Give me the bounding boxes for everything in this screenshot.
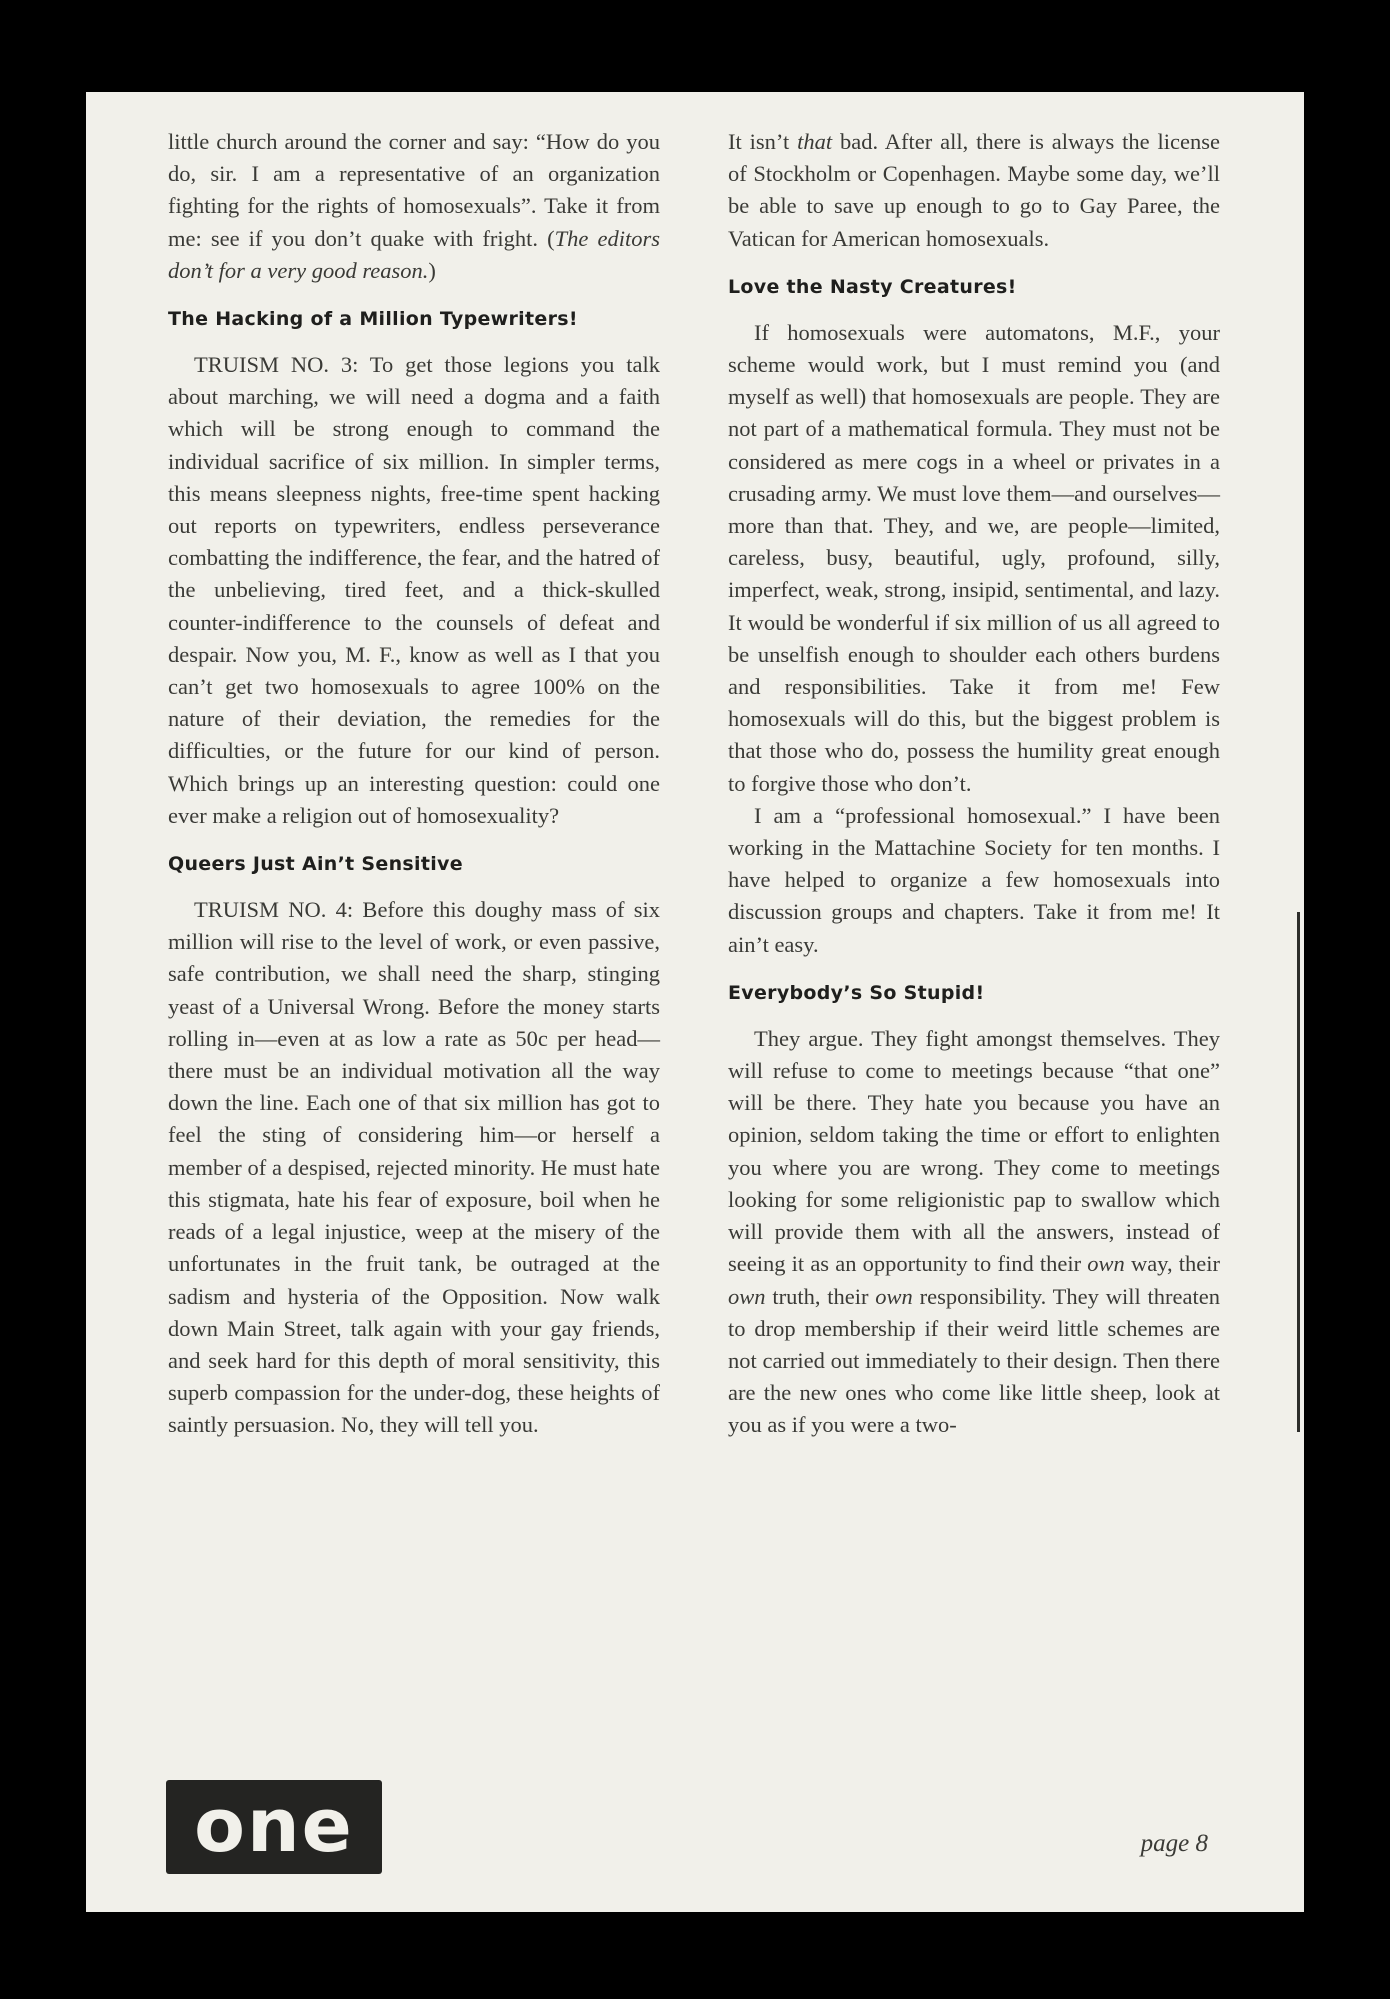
right-paragraph-1: It isn’t that bad. After all, there is always the license of Stockholm or Copenhagen. Maybe some day, we’ll be able to save up enough to go to Gay Paree, the Vatican for American homosexuals.	[728, 129, 1220, 251]
section-heading-typewriters: The Hacking of a Million Typewriters!	[168, 308, 578, 331]
logo-text: one	[194, 1783, 354, 1869]
page-number: page 8	[1140, 1830, 1208, 1857]
left-paragraph-1: little church around the corner and say: “How do you do, sir. I am a representative of an organization fighting for the rights of homosexuals”. Take it from me: see if you don’t quake with fright. (The editors don’t for a very good reason.)	[168, 129, 660, 283]
magazine-page	[86, 92, 1304, 1912]
left-column	[168, 126, 660, 1442]
left-paragraph-truism-4: TRUISM NO. 4: Before this doughy mass of six million will rise to the level of work, or even passive, safe contribution, we shall need the sharp, stinging yeast of a Universal Wrong. Before the money starts rolling in—even at as low a rate as 50c per head—there must be an individual motivation all the way down the line. Each one of that six million has got to feel the sting of considering him—or herself a member of a despised, rejected minority. He must hate this stigmata, hate his fear of exposure, boil when he reads of a legal injustice, weep at the misery of the unfortunates in the fruit tank, be outraged at the sadism and hysteria of the Opposition. Now walk down Main Street, talk again with your gay friends, and seek hard for this depth of moral sensitivity, this superb compassion for the under-dog, these heights of saintly persuasion. No, they will tell you.	[168, 897, 660, 1438]
section-heading-stupid: Everybody’s So Stupid!	[728, 981, 985, 1004]
right-paragraph-professional: I am a “professional homosexual.” I have been working in the Mattachine Society for ten months. I have helped to organize a few homosexuals into discussion groups and chapters. Take it from me! It ain’t easy.	[728, 802, 1220, 957]
section-heading-queers-sensitive: Queers Just Ain’t Sensitive	[168, 853, 463, 876]
left-paragraph-truism-3: TRUISM NO. 3: To get those legions you talk about marching, we will need a dogma and a faith which will be strong enough to command the individual sacrifice of six million. In simpler terms, this means sleepness nights, free-time spent hacking out reports on typewriters, endless perseverance combatting the indifference, the fear, and the hatred of the unbelieving, tired feet, and a thick-skulled counter-indifference to the counsels of defeat and despair. Now you, M. F., know as well as I that you can’t get two homosexuals to agree 100% on the nature of their deviation, the remedies for the difficulties, or the future for our kind of person. Which brings up an interesting question: could one ever make a religion out of homosexuality?	[168, 352, 660, 828]
section-heading-nasty-creatures: Love the Nasty Creatures!	[728, 275, 1017, 298]
right-column	[728, 126, 1220, 1442]
right-paragraph-argue: They argue. They fight amongst themselves. They will refuse to come to meetings because “that one” will be there. They hate you because you have an opinion, seldom taking the time or effort to enlighten you where you are wrong. They come to meetings looking for some religionistic pap to swallow which will provide them with all the answers, instead of seeing it as an opportunity to find their own way, their own truth, their own responsibility. They will threaten to drop membership if their weird little schemes are not carried out immediately to their design. Then there are the new ones who come like little sheep, look at you as if you were a two-	[728, 1025, 1220, 1438]
page-edge-shadow	[1297, 912, 1300, 1432]
one-magazine-logo	[166, 1780, 382, 1874]
right-paragraph-automatons: If homosexuals were automatons, M.F., your scheme would work, but I must remind you (and myself as well) that homosexuals are people. They are not part of a mathematical formula. They must not be considered as mere cogs in a wheel or privates in a crusading army. We must love them—and ourselves—more than that. They, and we, are people—limited, careless, busy, beautiful, ugly, profound, silly, imperfect, weak, strong, insipid, sentimental, and lazy. It would be wonderful if six million of us all agreed to be unselfish enough to shoulder each others burdens and responsibilities. Take it from me! Few homosexuals will do this, but the biggest problem is that those who do, possess the humility great enough to forgive those who don’t.	[728, 319, 1220, 796]
